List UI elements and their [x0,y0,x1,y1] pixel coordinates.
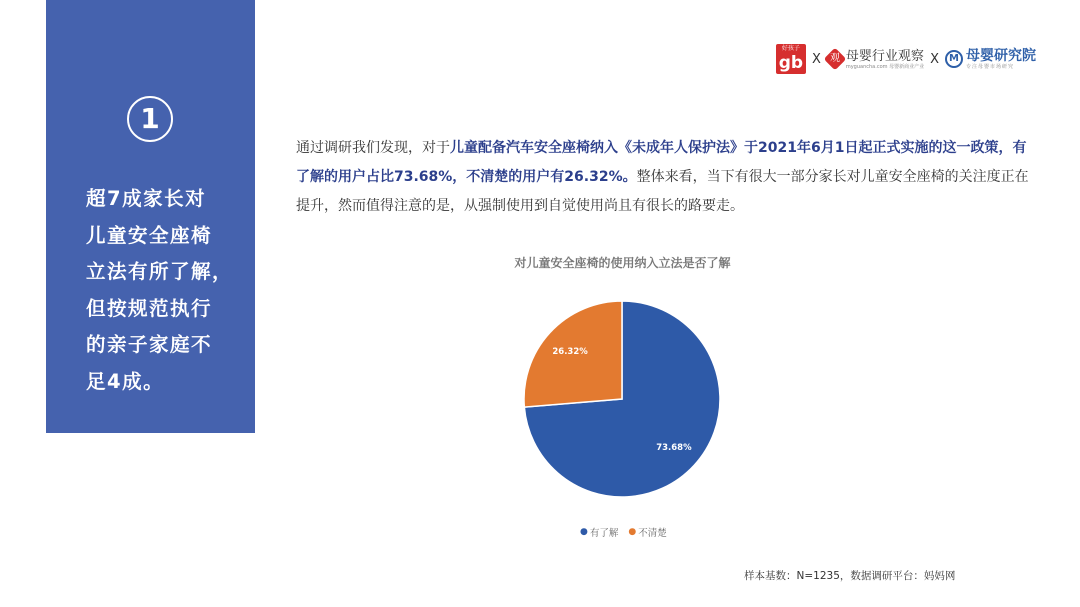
legend-item [628,525,666,539]
pie-value-label: 26.32% [552,347,588,358]
sidebar-line: 的亲子家庭不 [86,333,213,356]
yanjiuyuan-subtitle: 专注母婴市场研究 [966,64,1015,70]
yanjiuyuan-name: 母婴研究院 [966,48,1036,64]
guancha-name: 母婴行业观察 [845,48,924,64]
legend-dot-aware: ● [580,527,588,537]
legend-item [580,525,618,539]
sidebar-panel [46,0,255,433]
sidebar-line: 超7成家长对 [86,187,207,210]
gb-logo-top-text: 好孩子 [781,45,800,52]
yanjiuyuan-icon: M [945,50,963,68]
sidebar-headline [86,181,246,400]
logo-separator: X [930,51,939,67]
sidebar-line: 儿童安全座椅 [86,223,213,247]
legend-label: 不清楚 [638,528,667,539]
guancha-icon [824,48,847,71]
summary-text-end: 整体来看，当下有很大一部分家长对儿童安全座椅的关注度正在提升，然而值得注意的是，从强制使用到自觉使用尚且有很长的路要走。 [296,169,1029,214]
partner-logos [776,43,1036,75]
chart-title: 对儿童安全座椅的使用纳入立法是否了解 [514,256,731,270]
yanjiuyuan-logo [945,48,1036,70]
gb-logo-text: gb [778,53,804,73]
sidebar-line: 足4成。 [86,369,165,393]
logo-separator: X [811,51,821,67]
summary-paragraph [296,134,1036,221]
chart-legend [580,525,667,539]
pie-chart [520,297,724,501]
summary-highlight: 儿童配备汽车安全座椅纳入《未成年人保护法》于2021年6月1日起正式实施的这一政策，有了解的用户占比73.68%，不清楚的用户有26.32%。 [296,140,1027,185]
section-number-badge: 1 [127,96,173,142]
legend-dot-unaware: ● [628,527,637,537]
guancha-subtitle: myguancha.com 母婴新商业产业 [845,63,925,70]
summary-text: 通过调研我们发现，对于 [296,140,450,156]
sidebar-line: 立法有所了解， [86,260,234,283]
guancha-icon-char: 观 [829,53,840,64]
sidebar-line: 但按规范执行 [86,296,213,320]
gb-logo [776,44,806,74]
guancha-logo [827,49,924,70]
pie-value-label: 73.68% [656,442,692,453]
source-note: 样本基数：N=1235，数据调研平台：妈妈网 [744,570,956,582]
legend-label: 有了解 [589,528,619,539]
